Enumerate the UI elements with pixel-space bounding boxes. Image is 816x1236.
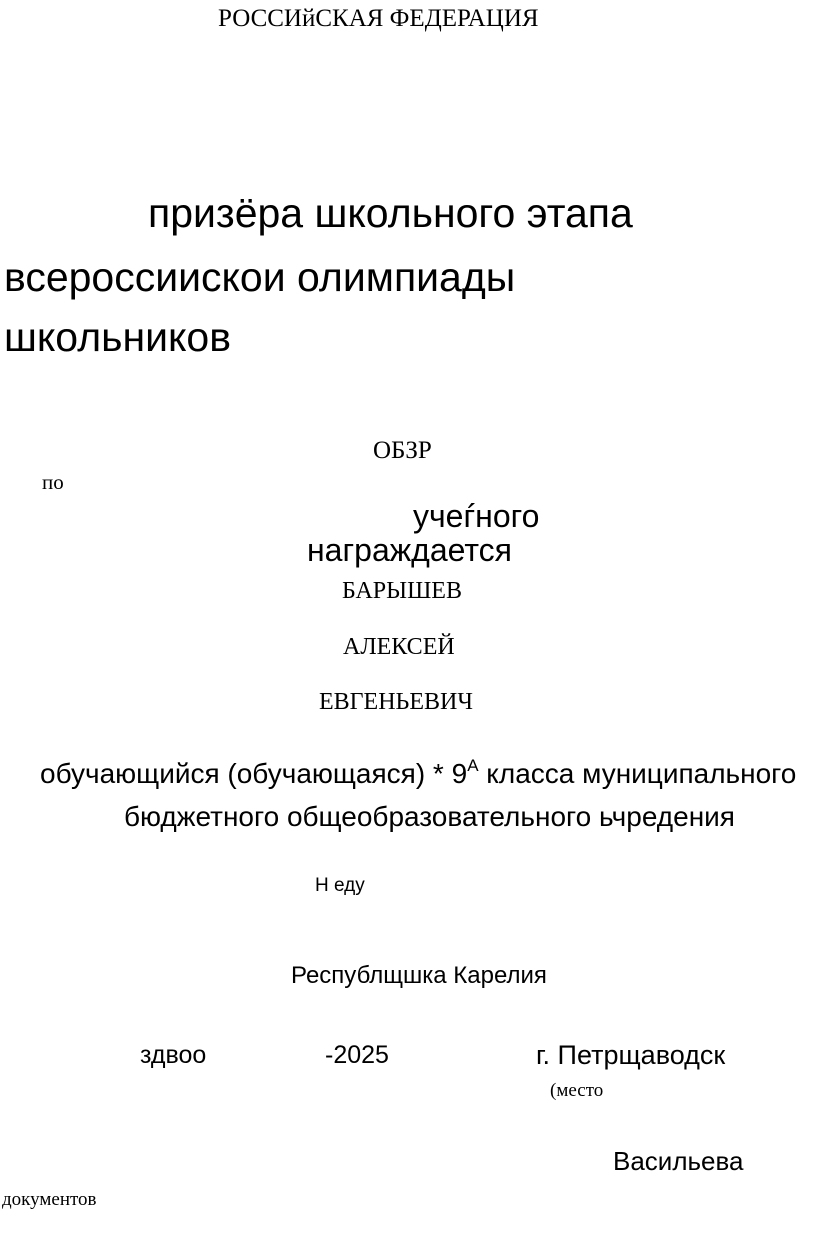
learned-word: учеѓного: [413, 498, 540, 534]
city-name: г. Петрщаводск: [536, 1040, 726, 1070]
subject-name: ОБЗР: [373, 437, 432, 464]
title-line-2: всероссиискои олимпиады: [4, 254, 516, 300]
date-day: здвоо: [140, 1041, 207, 1069]
place-label: (место: [550, 1080, 604, 1101]
region-name: Республщшка Карелия: [291, 962, 547, 989]
country-heading: РОССИйСКАЯ ФЕДЕРАЦИЯ: [218, 5, 539, 32]
title-line-1: призёра школьного этапа: [148, 190, 633, 236]
documents-label: документов: [2, 1189, 97, 1210]
grade-letter: А: [467, 756, 479, 775]
school-line-1-start: обучающийся (обучающаяся) * 9: [40, 758, 468, 789]
date-year: -2025: [325, 1041, 389, 1069]
subject-prefix: по: [42, 470, 64, 494]
school-line-1-end: класса муниципального: [478, 758, 797, 789]
recipient-patronymic: ЕВГЕНЬЕВИЧ: [319, 689, 473, 715]
recipient-surname: БАРЫШЕВ: [342, 578, 462, 604]
school-line-1: [40, 756, 797, 789]
title-line-3: школьников: [4, 314, 232, 360]
awarded-word: награждается: [307, 532, 512, 568]
recipient-first-name: АЛЕКСЕЙ: [343, 634, 455, 660]
school-line-2: бюджетного общеобразовательного ьчредения: [124, 801, 735, 832]
signer-name: Васильева: [613, 1146, 744, 1176]
place-hint: Н еду: [315, 875, 365, 896]
